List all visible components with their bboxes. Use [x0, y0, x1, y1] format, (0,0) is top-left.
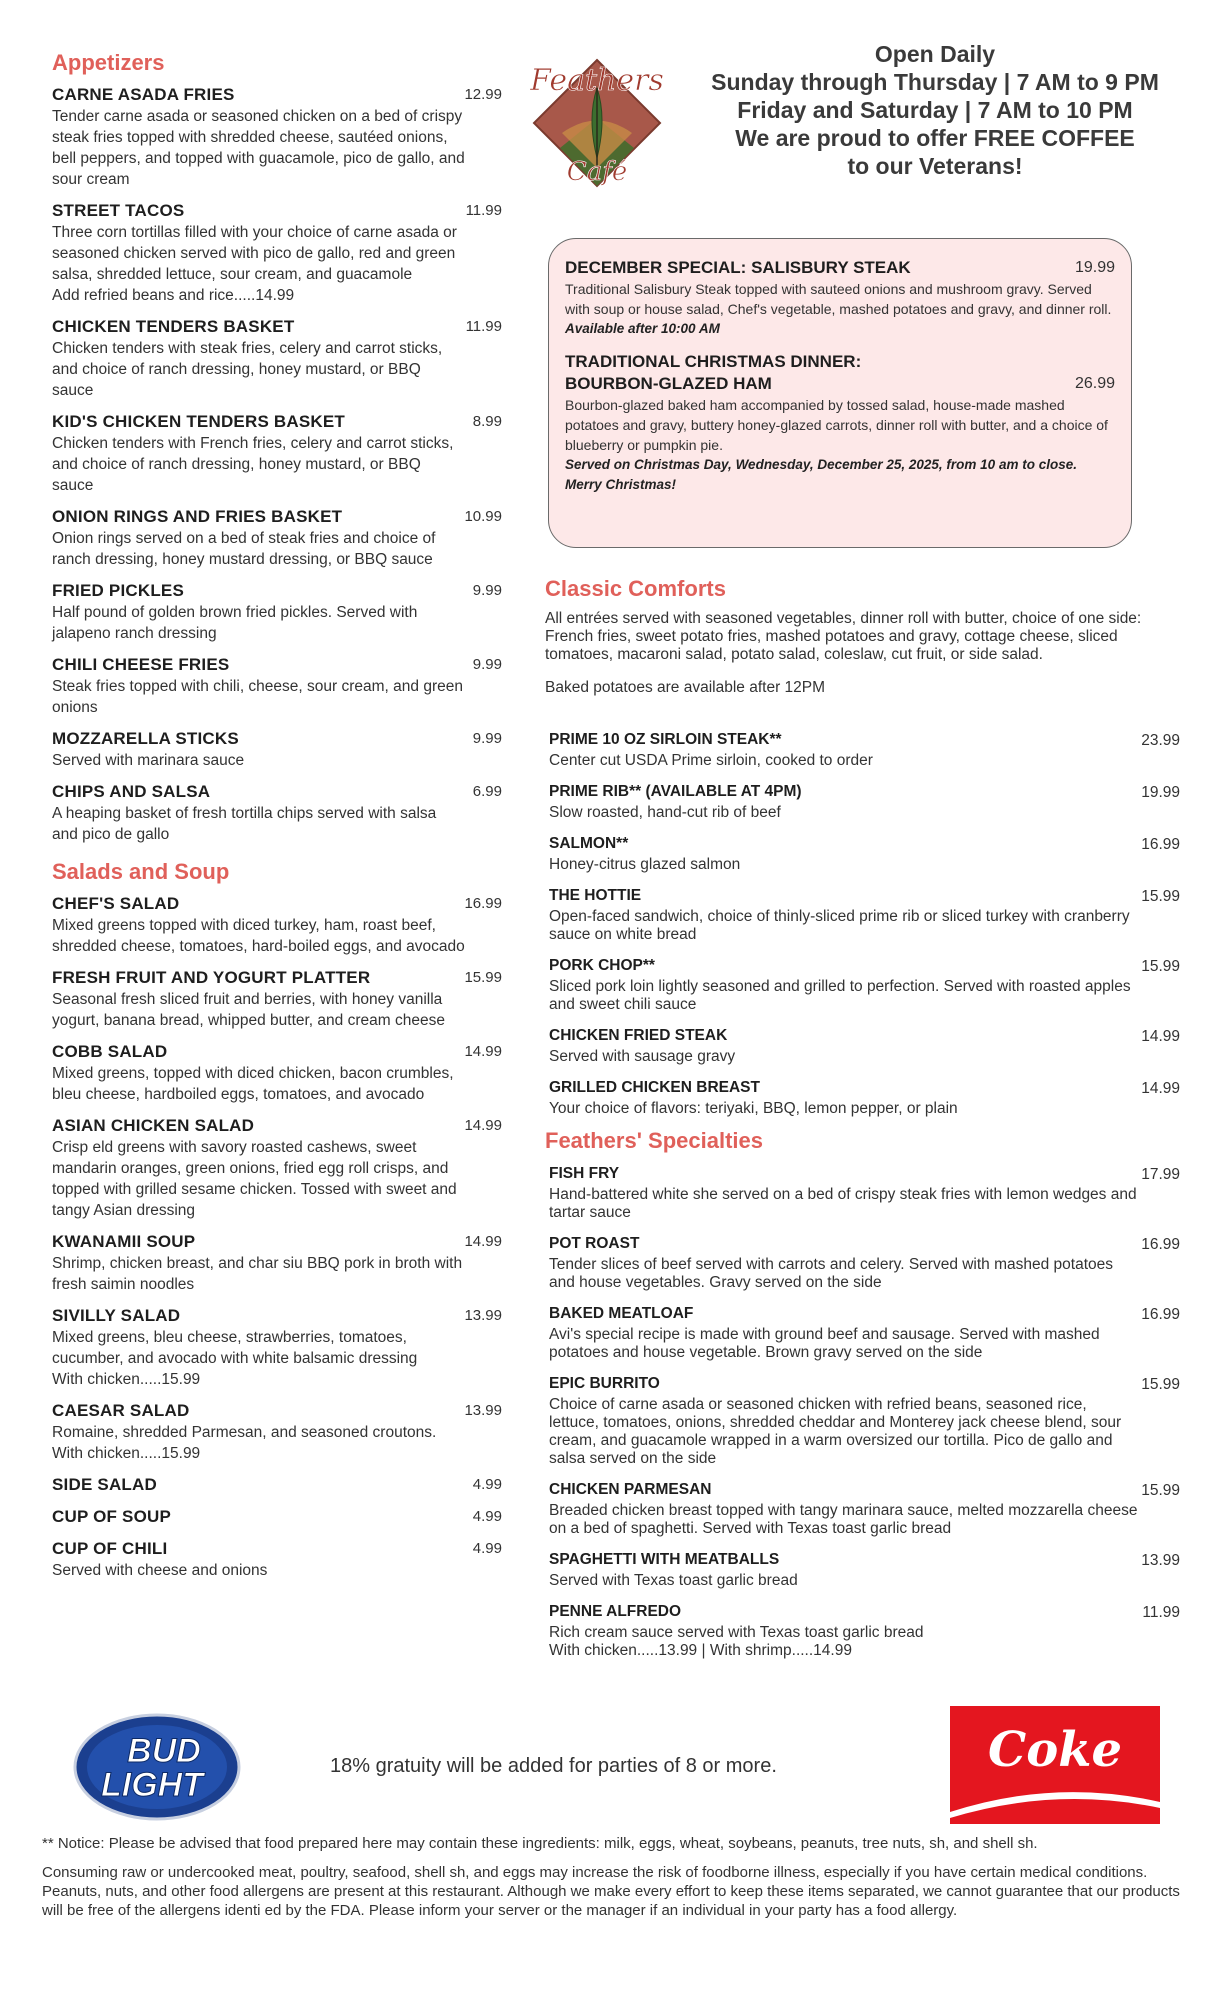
special-price: 26.99: [1074, 375, 1115, 392]
right-column: [545, 576, 1180, 1670]
menu-item-name: GRILLED CHICKEN BREAST: [549, 1079, 760, 1096]
menu-item: [545, 1302, 1180, 1362]
menu-item-price: 4.99: [472, 1476, 502, 1493]
svg-text:BUD: BUD: [127, 1732, 201, 1770]
coke-logo: [950, 1706, 1160, 1824]
menu-item: [52, 1400, 502, 1464]
appetizers-list: [52, 84, 502, 845]
menu-item: [545, 1372, 1180, 1468]
menu-item: [545, 884, 1180, 944]
menu-item-desc: Served with sausage gravy: [549, 1048, 736, 1065]
notice-raw-food: Consuming raw or undercooked meat, poultry, seafood, shell sh, and eggs may increase the risk of foodborne illness, especially if you have certain medical conditions. Peanuts, nuts, and other food allergens are present at this restaurant. Although we make every effort to keep these items separated, we cannot guarantee that our products will be free of the allergens identi ed by the FDA. Please inform your server or the manager if an individual in your party has a food allergy.: [42, 1864, 1180, 1919]
menu-item-price: 11.99: [465, 318, 502, 335]
allergen-notice: [42, 1834, 1192, 1930]
menu-item-price: 13.99: [464, 1307, 502, 1324]
menu-item-price: 12.99: [464, 86, 502, 103]
menu-item-price: 14.99: [464, 1233, 502, 1250]
menu-item-price: 17.99: [1141, 1166, 1180, 1183]
menu-item-desc: Center cut USDA Prime sirloin, cooked to order: [549, 752, 873, 769]
menu-item-desc: Served with cheese and onions: [52, 1562, 268, 1579]
menu-item: [52, 1506, 502, 1528]
menu-item-desc: Honey-citrus glazed salmon: [549, 856, 741, 873]
menu-item-name: EPIC BURRITO: [549, 1375, 660, 1392]
menu-item-name: PRIME RIB** (AVAILABLE AT 4PM): [549, 783, 802, 800]
special-note: Available after 10:00 AM: [565, 321, 720, 336]
menu-item: [545, 1024, 1180, 1066]
menu-item-desc: Slow roasted, hand-cut rib of beef: [549, 804, 781, 821]
menu-item-name: SIVILLY SALAD: [52, 1306, 181, 1325]
menu-item: [52, 1538, 502, 1581]
menu-item-price: 11.99: [1142, 1604, 1180, 1621]
menu-item-price: 10.99: [464, 508, 502, 525]
menu-item-desc: Chicken tenders with steak fries, celery and carrot sticks, and choice of ranch dressing, honey mustard, or BBQ sauce: [52, 340, 443, 399]
menu-item-price: 15.99: [1141, 1482, 1180, 1499]
menu-item: [52, 84, 502, 190]
menu-item-desc: Steak fries topped with chili, cheese, sour cream, and green onions: [52, 678, 463, 716]
bud-light-logo: [72, 1712, 242, 1822]
menu-item: [52, 1041, 502, 1105]
salads-list: [52, 893, 502, 1581]
gratuity-note: 18% gratuity will be added for parties of 8 or more.: [330, 1755, 777, 1777]
menu-item-price: 15.99: [1141, 1376, 1180, 1393]
menu-item-price: 13.99: [1141, 1552, 1180, 1569]
menu-item: [52, 580, 502, 644]
menu-item-name: ONION RINGS AND FRIES BASKET: [52, 507, 343, 526]
menu-item-name: PENNE ALFREDO: [549, 1603, 682, 1620]
menu-item-desc: Tender carne asada or seasoned chicken on a bed of crispy steak fries topped with shredded cheese, sautéed onions, bell peppers, and topped with guacamole, pico de gallo, and sour cream: [52, 108, 465, 188]
menu-item: [52, 893, 502, 957]
menu-item-name: MOZZARELLA STICKS: [52, 729, 239, 748]
veterans-line: to our Veterans!: [847, 153, 1023, 179]
specials-box: [548, 238, 1132, 548]
menu-item-desc: Hand-battered white she served on a bed of crispy steak fries with lemon wedges and tartar sauce: [549, 1186, 1137, 1221]
salads-title: Salads and Soup: [52, 859, 230, 884]
menu-item: [545, 780, 1180, 822]
menu-item-price: 9.99: [472, 730, 502, 747]
menu-item-desc: Mixed greens, bleu cheese, strawberries, tomatoes, cucumber, and avocado with white balsamic dressing With chicken.....15.99: [52, 1329, 418, 1388]
menu-item: [545, 728, 1180, 770]
menu-item-desc: Sliced pork loin lightly seasoned and grilled to perfection. Served with roasted apples and sweet chili sauce: [549, 978, 1131, 1013]
menu-item-name: CUP OF CHILI: [52, 1539, 168, 1558]
menu-item-name: COBB SALAD: [52, 1042, 168, 1061]
special-desc: Traditional Salisbury Steak topped with sauteed onions and mushroom gravy. Served with soup or house salad, Chef's vegetable, mashed potatoes and gravy, and dinner roll.: [565, 281, 1112, 317]
menu-item-price: 8.99: [472, 413, 502, 430]
menu-item-desc: Chicken tenders with French fries, celery and carrot sticks, and choice of ranch dressing, honey mustard, or BBQ sauce: [52, 435, 454, 494]
menu-item-price: 16.99: [1141, 1236, 1180, 1253]
menu-item-desc: Open-faced sandwich, choice of thinly-sliced prime rib or sliced turkey with cranberry sauce on white bread: [549, 908, 1130, 943]
menu-item-name: CAESAR SALAD: [52, 1401, 190, 1420]
menu-item-name: KWANAMII SOUP: [52, 1232, 196, 1251]
menu-item-price: 16.99: [1141, 1306, 1180, 1323]
veterans-line: We are proud to offer FREE COFFEE: [735, 125, 1135, 151]
menu-item: [52, 411, 502, 496]
menu-item-desc: Three corn tortillas filled with your choice of carne asada or seasoned chicken served with pico de gallo, red and green salsa, shredded lettuce, sour cream, and guacamole Add refried beans and rice.....14.99: [52, 224, 457, 304]
special-desc: Bourbon-glazed baked ham accompanied by tossed salad, house-made mashed potatoes and gravy, buttery honey-glazed carrots, dinner roll with butter, and a choice of blueberry or pumpkin pie.: [565, 397, 1108, 453]
coke-wordmark: Coke: [987, 1722, 1122, 1778]
menu-item-desc: Crisp eld greens with savory roasted cashews, sweet mandarin oranges, green onions, fried egg roll crisps, and topped with grilled sesame chicken. Tossed with sweet and tangy Asian dressing: [52, 1139, 457, 1219]
special-item: [565, 257, 1115, 339]
menu-item: [545, 1232, 1180, 1292]
comforts-list: [545, 728, 1180, 1118]
comforts-title: Classic Comforts: [545, 576, 726, 601]
svg-text:Feathers: Feathers: [530, 63, 664, 98]
menu-item-name: STREET TACOS: [52, 201, 185, 220]
appetizers-title: Appetizers: [52, 50, 165, 75]
menu-item: [52, 728, 502, 771]
special-name: DECEMBER SPECIAL: SALISBURY STEAK: [565, 258, 911, 277]
menu-item-name: BAKED MEATLOAF: [549, 1305, 694, 1322]
menu-item: [52, 506, 502, 570]
menu-item-price: 9.99: [472, 656, 502, 673]
menu-item-desc: Rich cream sauce served with Texas toast garlic bread With chicken.....13.99 | With shrimp.....14.99: [549, 1624, 924, 1659]
menu-item-desc: Seasonal fresh sliced fruit and berries, with honey vanilla yogurt, banana bread, whipped butter, and cream cheese: [52, 991, 445, 1029]
menu-item-name: PRIME 10 OZ SIRLOIN STEAK**: [549, 731, 782, 748]
menu-item-price: 6.99: [472, 783, 502, 800]
menu-item: [545, 1478, 1180, 1538]
menu-item-price: 15.99: [1141, 958, 1180, 975]
menu-item-price: 14.99: [464, 1117, 502, 1134]
menu-item-name: ASIAN CHICKEN SALAD: [52, 1116, 255, 1135]
notice-ingredients: ** Notice: Please be advised that food prepared here may contain these ingredients: milk, eggs, wheat, soybeans, peanuts, tree nuts, sh, and shell sh.: [42, 1835, 1038, 1852]
menu-item-price: 14.99: [1141, 1028, 1180, 1045]
menu-item: [545, 832, 1180, 874]
menu-item-desc: A heaping basket of fresh tortilla chips served with salsa and pico de gallo: [52, 805, 437, 843]
menu-item-price: 16.99: [1141, 836, 1180, 853]
menu-item-desc: Shrimp, chicken breast, and char siu BBQ pork in broth with fresh saimin noodles: [52, 1255, 463, 1293]
menu-item-name: CUP OF SOUP: [52, 1507, 172, 1526]
menu-item-name: SALMON**: [549, 835, 629, 852]
special-name: BOURBON-GLAZED HAM: [565, 374, 772, 393]
menu-item-desc: Mixed greens topped with diced turkey, ham, roast beef, shredded cheese, tomatoes, hard-boiled eggs, and avocado: [52, 917, 465, 955]
hours-block: [690, 40, 1180, 180]
specialties-title: Feathers' Specialties: [545, 1128, 764, 1153]
menu-item-name: CHEF'S SALAD: [52, 894, 180, 913]
menu-item: [52, 781, 502, 845]
specialties-list: [545, 1162, 1180, 1660]
menu-item: [545, 1600, 1180, 1660]
menu-item-price: 15.99: [464, 969, 502, 986]
menu-item: [545, 1076, 1180, 1118]
menu-item-price: 9.99: [472, 582, 502, 599]
special-note: Served on Christmas Day, Wednesday, December 25, 2025, from 10 am to close. Merry Christmas!: [565, 457, 1077, 492]
menu-item-price: 16.99: [464, 895, 502, 912]
menu-item-name: THE HOTTIE: [549, 887, 642, 904]
hours-line: Sunday through Thursday | 7 AM to 9 PM: [711, 69, 1159, 95]
menu-item-price: 11.99: [465, 202, 502, 219]
hours-line: Friday and Saturday | 7 AM to 10 PM: [737, 97, 1133, 123]
hours-line: Open Daily: [874, 41, 996, 67]
menu-item-name: KID'S CHICKEN TENDERS BASKET: [52, 412, 345, 431]
menu-item-name: FRESH FRUIT AND YOGURT PLATTER: [52, 968, 371, 987]
svg-text:LIGHT: LIGHT: [101, 1766, 203, 1804]
feathers-cafe-logo: [522, 48, 672, 198]
menu-item-name: PORK CHOP**: [549, 957, 655, 974]
menu-item-name: FRIED PICKLES: [52, 581, 185, 600]
menu-item-name: CHICKEN FRIED STEAK: [549, 1027, 728, 1044]
menu-item-price: 4.99: [472, 1540, 502, 1557]
menu-item-name: CHILI CHEESE FRIES: [52, 655, 230, 674]
menu-item-price: 4.99: [472, 1508, 502, 1525]
menu-item-price: 14.99: [464, 1043, 502, 1060]
menu-item: [545, 1548, 1180, 1590]
menu-item: [52, 200, 502, 306]
menu-item: [52, 1115, 502, 1221]
menu-item-desc: Breaded chicken breast topped with tangy marinara sauce, melted mozzarella cheese on a bed of spaghetti. Served with Texas toast garlic bread: [549, 1502, 1138, 1537]
comforts-intro-baked: Baked potatoes are available after 12PM: [545, 679, 826, 696]
menu-item: [52, 967, 502, 1031]
menu-item-name: CHICKEN TENDERS BASKET: [52, 317, 295, 336]
menu-item-desc: Served with marinara sauce: [52, 752, 245, 769]
menu-item-desc: Tender slices of beef served with carrots and celery. Served with mashed potatoes and house vegetables. Gravy served on the side: [549, 1256, 1114, 1291]
menu-item: [52, 1474, 502, 1496]
menu-item-desc: Avi's special recipe is made with ground beef and sausage. Served with mashed potatoes and house vegetable. Brown gravy served on the side: [549, 1326, 1100, 1361]
special-price: 19.99: [1074, 259, 1115, 276]
menu-item: [52, 1231, 502, 1295]
menu-item-price: 14.99: [1141, 1080, 1180, 1097]
menu-item-name: CARNE ASADA FRIES: [52, 85, 235, 104]
menu-item-desc: Choice of carne asada or seasoned chicken with refried beans, seasoned rice, lettuce, tomatoes, onions, shredded cheddar and Monterey jack cheese blend, sour cream, and guacamole wrapped in a warm oversized our tortilla. Pico de gallo and salsa served on the side: [549, 1396, 1122, 1467]
menu-item-name: SIDE SALAD: [52, 1475, 157, 1494]
menu-item-price: 23.99: [1141, 732, 1180, 749]
left-column: [52, 50, 502, 1591]
menu-item-price: 15.99: [1141, 888, 1180, 905]
menu-item: [545, 1162, 1180, 1222]
menu-item-name: POT ROAST: [549, 1235, 640, 1252]
menu-item: [52, 316, 502, 401]
menu-item-desc: Your choice of flavors: teriyaki, BBQ, lemon pepper, or plain: [549, 1100, 958, 1117]
special-item: [565, 351, 1115, 495]
menu-item-desc: Half pound of golden brown fried pickles. Served with jalapeno ranch dressing: [52, 604, 418, 642]
menu-item-desc: Onion rings served on a bed of steak fries and choice of ranch dressing, honey mustard dressing, or BBQ sauce: [52, 530, 436, 568]
svg-text:Café: Café: [566, 157, 628, 187]
menu-item: [52, 1305, 502, 1390]
menu-item-name: SPAGHETTI WITH MEATBALLS: [549, 1551, 780, 1568]
menu-item-price: 13.99: [464, 1402, 502, 1419]
menu-item-name: FISH FRY: [549, 1165, 620, 1182]
special-name: TRADITIONAL CHRISTMAS DINNER:: [565, 352, 862, 371]
comforts-intro: All entrées served with seasoned vegetables, dinner roll with butter, choice of one side: French fries, sweet potato fries, mashed potatoes and gravy, cottage cheese, sliced tomatoes, macaroni salad, potato salad, coleslaw, cut fruit, or side salad.: [545, 610, 1142, 663]
menu-item-desc: Mixed greens, topped with diced chicken, bacon crumbles, bleu cheese, hardboiled eggs, tomatoes, and avocado: [52, 1065, 454, 1103]
menu-item-desc: Romaine, shredded Parmesan, and seasoned croutons. With chicken.....15.99: [52, 1424, 437, 1462]
menu-item: [545, 954, 1180, 1014]
menu-item-name: CHIPS AND SALSA: [52, 782, 211, 801]
menu-item-price: 19.99: [1141, 784, 1180, 801]
menu-item-name: CHICKEN PARMESAN: [549, 1481, 712, 1498]
menu-item-desc: Served with Texas toast garlic bread: [549, 1572, 798, 1589]
menu-item: [52, 654, 502, 718]
